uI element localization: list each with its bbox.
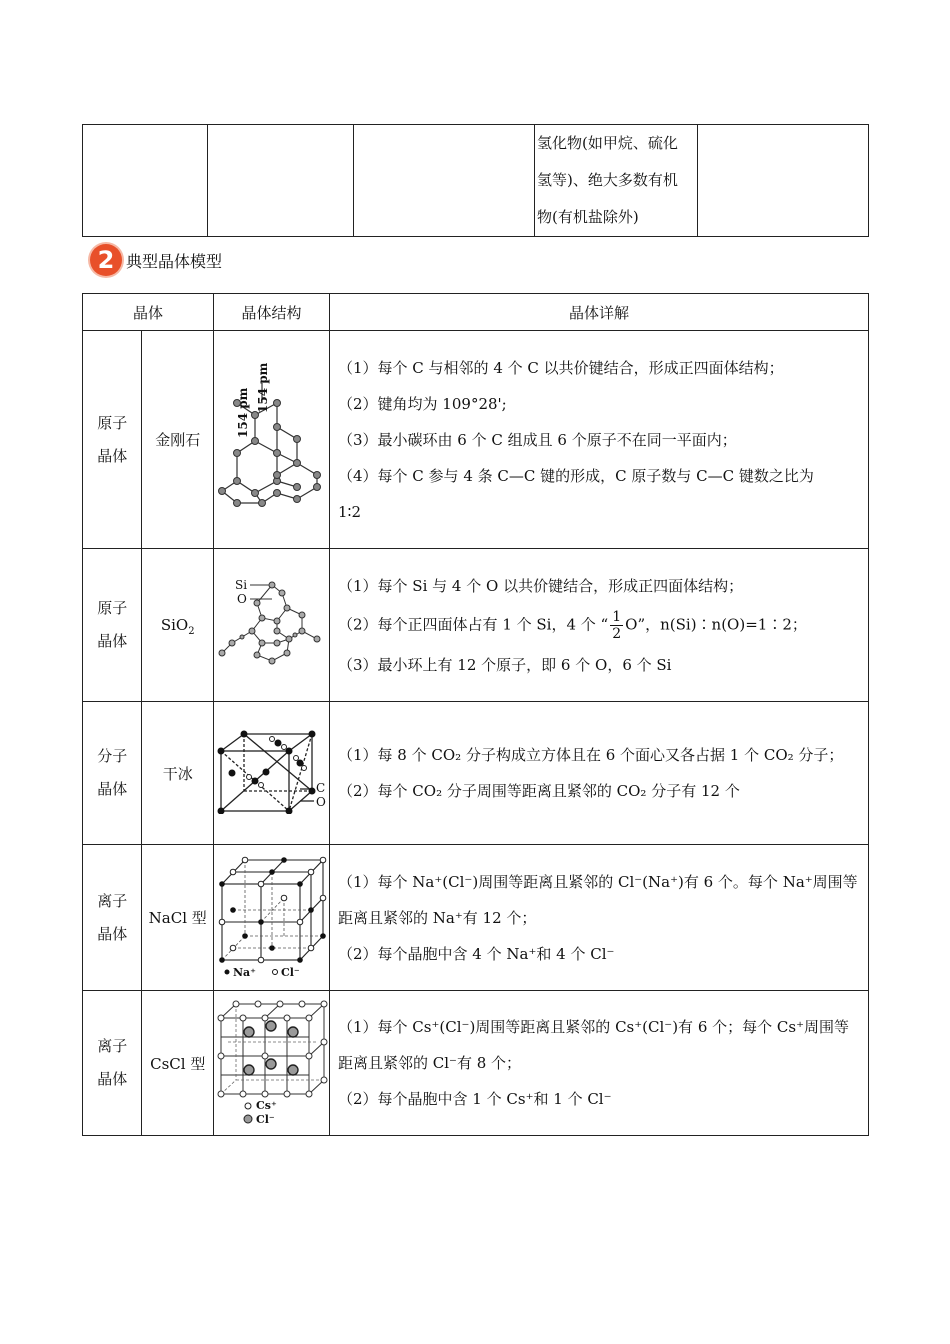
- top-cell-5: [698, 125, 869, 237]
- detail-line: （3）最小碳环由 6 个 C 组成且 6 个原子不在同一平面内；: [338, 430, 737, 449]
- detail-text: （2）每个正四面体占有 1 个 Si，4 个 “: [338, 615, 609, 633]
- c-label: C: [315, 780, 325, 795]
- crystal-name: [142, 549, 214, 702]
- o-label: O: [315, 794, 326, 809]
- detail-line: （2）每个晶胞中含 1 个 Cs⁺和 1 个 Cl⁻: [338, 1090, 612, 1108]
- detail-line: （2）每个 CO₂ 分子周围等距离且紧邻的 CO₂ 分子有 12 个: [338, 782, 740, 800]
- detail-line: （1）每 8 个 CO₂ 分子构成立方体且在 6 个面心又各占据 1 个 CO₂ 分子；: [338, 746, 844, 764]
- header-detail: 晶体详解: [330, 294, 869, 331]
- crystal-table: [82, 293, 869, 1136]
- detail-cell: [330, 991, 869, 1136]
- top-cell-4: [535, 125, 698, 237]
- crystal-name: NaCl 型: [142, 845, 214, 991]
- sio2-structure-image: [214, 549, 330, 702]
- category-line: 晶体: [97, 446, 128, 465]
- detail-line: （4）每个 C 参与 4 条 C—C 键的形成，C 原子数与 C—C 键数之比为: [338, 466, 814, 485]
- category-line: 分子: [97, 747, 128, 765]
- dry-ice-structure-image: [214, 702, 330, 845]
- category-cell: [83, 845, 142, 991]
- table-row: [83, 845, 869, 991]
- category-line: 晶体: [97, 780, 128, 798]
- section-heading: [90, 243, 222, 277]
- diamond-structure-image: [214, 331, 330, 549]
- si-label: Si: [234, 578, 247, 592]
- detail-cell: [330, 845, 869, 991]
- category-line: 晶体: [97, 632, 128, 650]
- top-table: [82, 124, 869, 237]
- category-line: 晶体: [97, 924, 128, 943]
- detail-line: （2）每个晶胞中含 4 个 Na⁺和 4 个 Cl⁻: [338, 944, 615, 963]
- name-subscript: 2: [188, 626, 195, 637]
- top-cell-2: [208, 125, 354, 237]
- top-cell-1: [83, 125, 208, 237]
- category-line: 离子: [97, 891, 128, 910]
- section-title: 典型晶体模型: [126, 251, 223, 271]
- top-line-1: 氢化物(如甲烷、硫化: [537, 134, 678, 152]
- bond-length-label: 154 pm: [235, 387, 250, 438]
- detail-cell: [330, 702, 869, 845]
- detail-line: （1）每个 Si 与 4 个 O 以共价键结合，形成正四面体结构；: [338, 576, 744, 595]
- fraction: [610, 609, 623, 642]
- detail-line: 1∶2: [338, 502, 361, 521]
- detail-line: （1）每个 Na⁺(Cl⁻)周围等距离且紧邻的 Cl⁻(Na⁺)有 6 个。每个 Na⁺周围等: [338, 872, 858, 891]
- table-row: [83, 549, 869, 702]
- category-cell: [83, 991, 142, 1136]
- detail-line: [338, 609, 860, 642]
- header-crystal: 晶体: [83, 294, 214, 331]
- fraction-numerator: 1: [612, 608, 622, 625]
- detail-line: 距离且紧邻的 Na⁺有 12 个；: [338, 908, 537, 927]
- name-main: SiO: [160, 616, 189, 634]
- category-line: 晶体: [97, 1070, 128, 1088]
- nacl-structure-image: [214, 845, 330, 991]
- top-line-2: 氢等)、绝大多数有机: [537, 171, 678, 189]
- cscl-structure-image: [214, 991, 330, 1136]
- category-cell: [83, 702, 142, 845]
- detail-text: O”，n(Si)∶n(O)=1∶2；: [625, 615, 807, 633]
- table-row: [83, 991, 869, 1136]
- header-structure: 晶体结构: [214, 294, 330, 331]
- bond-length-label: 154 pm: [255, 362, 270, 413]
- section-number-badge: 2: [90, 244, 122, 276]
- category-line: 原子: [97, 413, 128, 432]
- detail-line: （3）最小环上有 12 个原子，即 6 个 O，6 个 Si: [338, 655, 672, 674]
- table-row: [83, 702, 869, 845]
- top-line-3: 物(有机盐除外): [537, 208, 639, 226]
- category-line: 原子: [97, 599, 128, 617]
- o-label: O: [236, 592, 247, 606]
- detail-cell: [330, 549, 869, 702]
- fraction-denominator: 2: [612, 625, 622, 642]
- cl-legend: Cl⁻: [255, 1113, 275, 1126]
- crystal-name: 金刚石: [142, 331, 214, 549]
- detail-cell: [330, 331, 869, 549]
- cl-legend: Cl⁻: [280, 965, 300, 978]
- category-line: 离子: [97, 1037, 128, 1055]
- header-row: [83, 294, 869, 331]
- detail-line: （2）键角均为 109°28';: [338, 394, 507, 413]
- crystal-name: 干冰: [142, 702, 214, 845]
- detail-line: （1）每个 Cs⁺(Cl⁻)周围等距离且紧邻的 Cs⁺(Cl⁻)有 6 个；每个 Cs⁺周围等: [338, 1018, 849, 1036]
- cs-legend: Cs⁺: [255, 1099, 277, 1112]
- table-row: [83, 331, 869, 549]
- detail-line: （1）每个 C 与相邻的 4 个 C 以共价键结合，形成正四面体结构；: [338, 358, 784, 377]
- crystal-name: CsCl 型: [142, 991, 214, 1136]
- detail-line: 距离且紧邻的 Cl⁻有 8 个；: [338, 1054, 522, 1072]
- top-cell-3: [354, 125, 535, 237]
- na-legend: Na⁺: [232, 965, 256, 978]
- category-cell: [83, 549, 142, 702]
- category-cell: [83, 331, 142, 549]
